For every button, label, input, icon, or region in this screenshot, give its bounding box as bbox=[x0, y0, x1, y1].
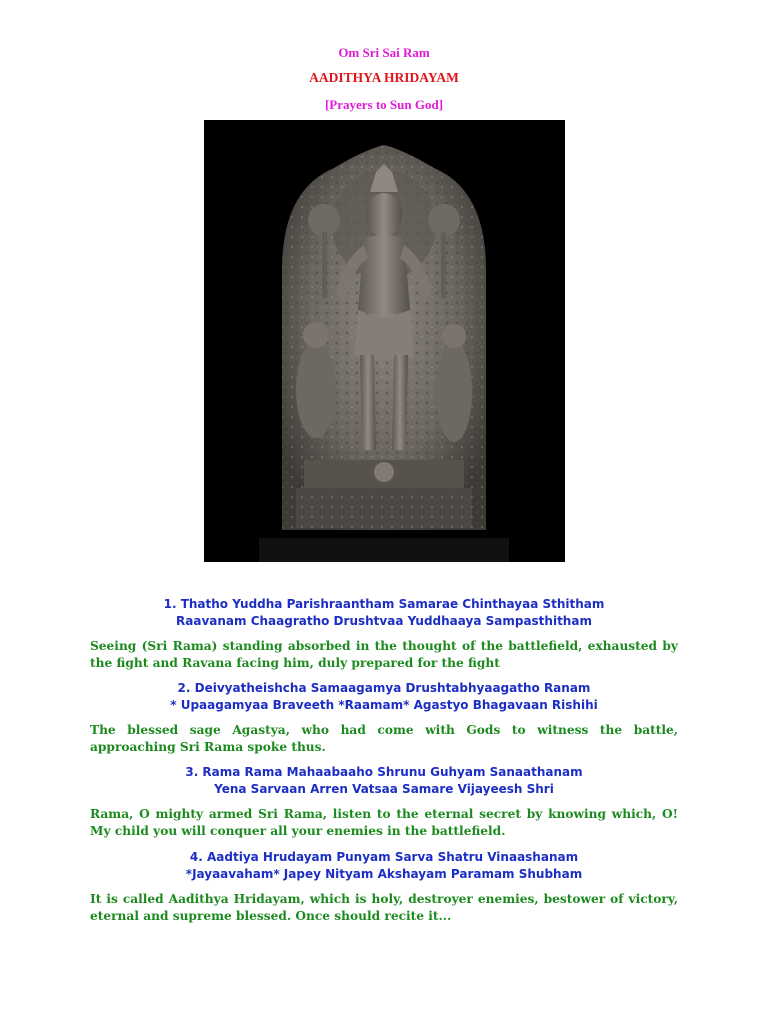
verse-4 bbox=[90, 849, 678, 883]
document-subtitle: [Prayers to Sun God] bbox=[324, 97, 444, 112]
verse-1-meaning: Seeing (Sri Rama) standing absorbed in the thought of the battlefield, exhausted by the fight and Ravana facing him, duly prepared for the fight bbox=[90, 639, 678, 670]
verse-3-meaning: Rama, O mighty armed Sri Rama, listen to the eternal secret by knowing which, O! My child you will conquer all your enemies in the battlefield. bbox=[90, 807, 678, 838]
verse-2-line-2: * Upaagamyaa Braveeth *Raamam* Agastyo Bhagavaan Rishihi bbox=[170, 698, 598, 712]
verse-1-line-2: Raavanam Chaagratho Drushtvaa Yuddhaaya Sampasthitham bbox=[176, 614, 592, 628]
document-title: AADITHYA HRIDAYAM bbox=[309, 70, 459, 85]
sculpture-photo bbox=[204, 120, 565, 562]
verse-4-meaning: It is called Aadithya Hridayam, which is holy, destroyer enemies, bestower of victory, eternal and supreme blessed. Once should recite it... bbox=[90, 892, 678, 923]
verse-4-line-1: 4. Aadtiya Hrudayam Punyam Sarva Shatru Vinaashanam bbox=[189, 850, 579, 864]
invocation-line: Om Sri Sai Ram bbox=[338, 45, 430, 60]
verse-3 bbox=[90, 764, 678, 798]
verse-1 bbox=[90, 596, 678, 630]
verse-1-line-1: 1. Thatho Yuddha Parishraantham Samarae Chinthayaa Sthitham bbox=[163, 597, 605, 611]
verse-2 bbox=[90, 680, 678, 714]
verse-2-meaning: The blessed sage Agastya, who had come with Gods to witness the battle, approaching Sri Rama spoke thus. bbox=[90, 723, 678, 754]
surya-sculpture-image bbox=[204, 120, 565, 562]
verse-3-line-1: 3. Rama Rama Mahaabaaho Shrunu Guhyam Sanaathanam bbox=[185, 765, 583, 779]
verse-4-line-2: *Jayaavaham* Japey Nityam Akshayam Paramam Shubham bbox=[185, 867, 583, 881]
verse-3-line-2: Yena Sarvaan Arren Vatsaa Samare Vijayeesh Shri bbox=[214, 782, 554, 796]
verse-2-line-1: 2. Deivyatheishcha Samaagamya Drushtabhyaagatho Ranam bbox=[177, 681, 591, 695]
